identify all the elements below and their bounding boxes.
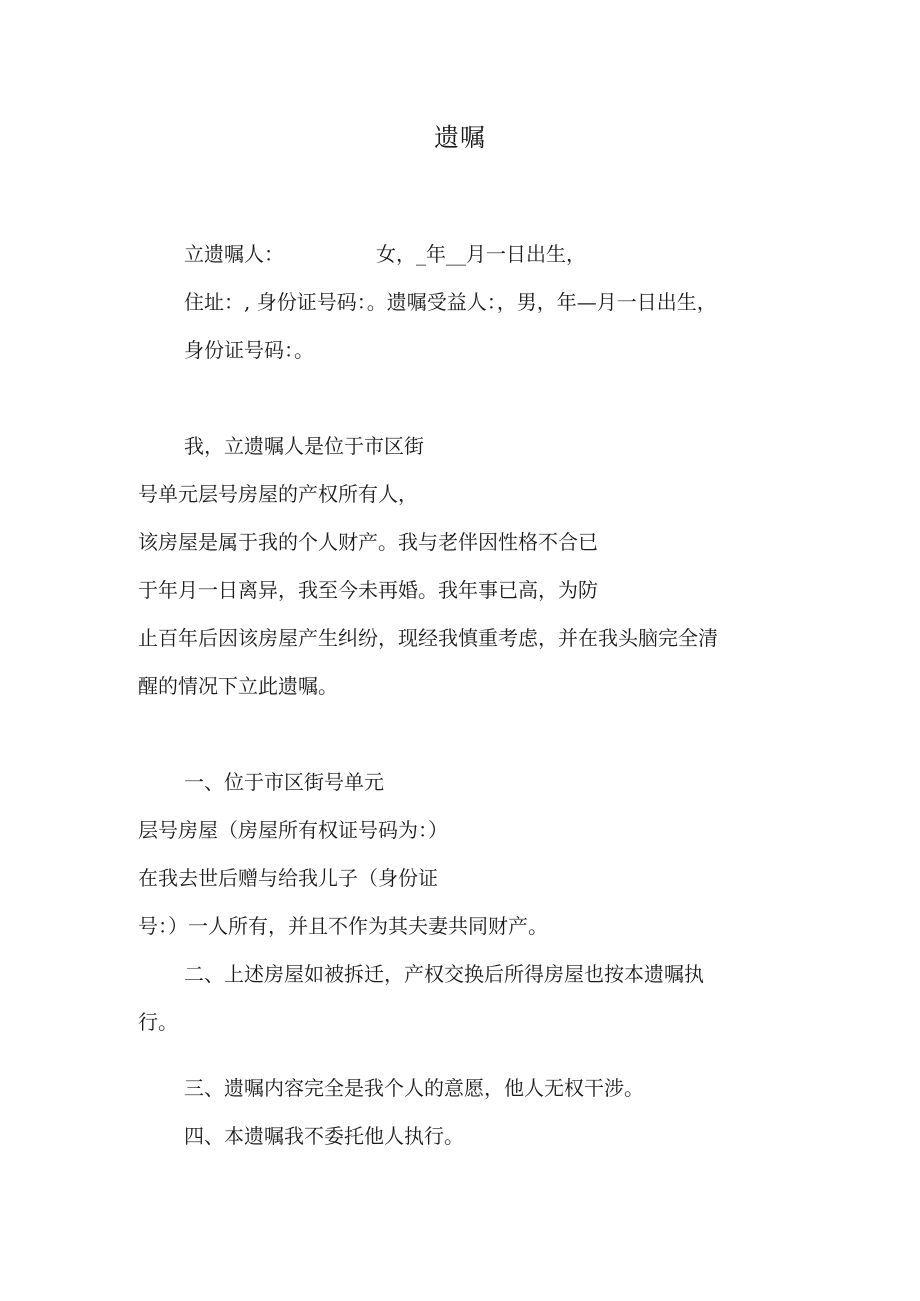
clause-one-line: 一、位于市区街号单元 bbox=[184, 770, 384, 794]
clause-two-line: 二、上述房屋如被拆迁，产权交换后所得房屋也按本遗嘱执 bbox=[184, 962, 704, 986]
testator-details: 女，_年__月一日出生， bbox=[376, 242, 586, 266]
declaration-line: 止百年后因该房屋产生纠纷，现经我慎重考虑，并在我头脑完全清 bbox=[138, 626, 718, 650]
testator-line bbox=[184, 239, 586, 269]
clause-two-line: 行。 bbox=[138, 1010, 178, 1034]
clause-one-line: 号：）一人所有，并且不作为其夫妻共同财产。 bbox=[138, 914, 548, 938]
address-line: 住址：, 身份证号码：。遗嘱受益人：，男，年—月一日出生， bbox=[184, 290, 717, 314]
declaration-line: 号单元层号房屋的产权所有人， bbox=[138, 482, 418, 506]
declaration-line: 醒的情况下立此遗嘱。 bbox=[138, 674, 338, 698]
declaration-line: 我，立遗嘱人是位于市区街 bbox=[184, 434, 424, 458]
document-title: 遗嘱 bbox=[433, 123, 486, 152]
declaration-line: 于年月一日离异，我至今未再婚。我年事已高，为防 bbox=[138, 578, 598, 602]
testator-label: 立遗嘱人： bbox=[184, 242, 284, 266]
clause-one-line: 在我去世后赠与给我儿子（身份证 bbox=[138, 866, 438, 890]
id-number-line: 身份证号码：。 bbox=[184, 338, 314, 362]
clause-four-line: 四、本遗嘱我不委托他人执行。 bbox=[184, 1124, 464, 1148]
clause-three-line: 三、遗嘱内容完全是我个人的意愿，他人无权干涉。 bbox=[184, 1076, 644, 1100]
clause-one-line: 层号房屋（房屋所有权证号码为：） bbox=[138, 818, 448, 842]
declaration-line: 该房屋是属于我的个人财产。我与老伴因性格不合已 bbox=[138, 530, 598, 554]
